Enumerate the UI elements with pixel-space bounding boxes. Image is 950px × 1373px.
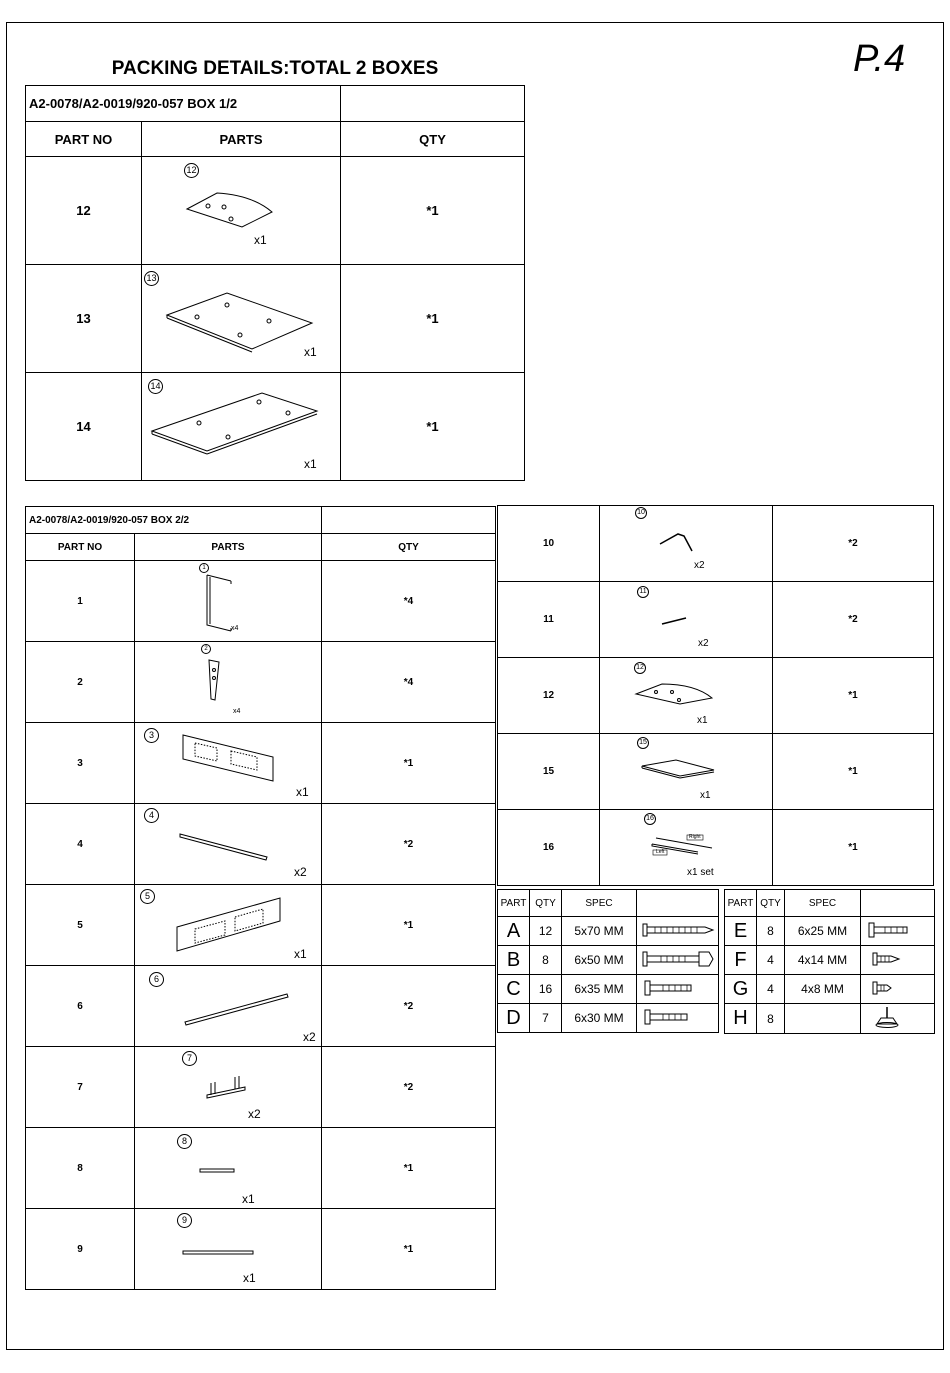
table-row (26, 885, 496, 966)
part-number-badge: 14 (148, 379, 163, 394)
right-label: Right (689, 834, 701, 840)
part-no: 7 (26, 1047, 135, 1128)
part-number-badge: 9 (177, 1213, 192, 1228)
table-row (26, 1209, 496, 1290)
part-image (135, 1128, 322, 1209)
qty: *1 (773, 658, 934, 734)
header-spec: SPEC (785, 890, 861, 917)
qty: *2 (322, 804, 496, 885)
part-count: x2 (694, 560, 705, 571)
part-number-badge: 4 (144, 808, 159, 823)
part-image (142, 373, 341, 481)
table-row (498, 975, 719, 1004)
table-row (725, 1004, 935, 1034)
hw-spec: 6x35 MM (562, 975, 637, 1004)
table-row (26, 373, 525, 481)
part-count: x1 (304, 345, 317, 359)
hw-spec: 6x25 MM (785, 917, 861, 946)
part-no: 6 (26, 966, 135, 1047)
hw-qty: 16 (530, 975, 562, 1004)
table-row (26, 157, 525, 265)
left-label: Left (656, 849, 665, 855)
hw-part: D (498, 1004, 530, 1033)
hw-qty: 7 (530, 1004, 562, 1033)
qty: *1 (773, 734, 934, 810)
qty: *1 (341, 265, 525, 373)
hw-spec: 4x8 MM (785, 975, 861, 1004)
part-count: x2 (303, 1030, 316, 1044)
part-count: x2 (698, 638, 709, 649)
perforated-panel-icon (135, 723, 322, 803)
packing-title: PACKING DETAILS:TOTAL 2 BOXES (26, 53, 525, 86)
part-image (135, 966, 322, 1047)
hw-part: A (498, 917, 530, 946)
table-row (498, 1004, 719, 1033)
part-image (600, 734, 773, 810)
part-no: 12 (26, 157, 142, 265)
part-no: 14 (26, 373, 142, 481)
corner-shelf-icon (142, 157, 341, 264)
bolt-nut-icon (637, 946, 719, 975)
bracket-plate-icon (135, 642, 322, 722)
hw-qty: 8 (757, 1004, 785, 1034)
qty: *1 (322, 885, 496, 966)
part-image (142, 265, 341, 373)
part-number-badge: 10 (635, 507, 647, 519)
part-image (135, 642, 322, 723)
part-number-badge: 16 (644, 813, 656, 825)
part-image (135, 885, 322, 966)
hw-part: C (498, 975, 530, 1004)
part-no: 10 (498, 506, 600, 582)
page-number: P.4 (853, 38, 906, 80)
part-image (135, 723, 322, 804)
box1-table (25, 53, 525, 481)
frame-leg-icon (135, 561, 322, 641)
hw-part: B (498, 946, 530, 975)
qty: *2 (773, 506, 934, 582)
part-count: x1 (304, 457, 317, 471)
hw-spec: 6x30 MM (562, 1004, 637, 1033)
bar-icon (135, 1209, 322, 1289)
header-spec: SPEC (562, 890, 637, 917)
bolt-icon (637, 1004, 719, 1033)
table-row (26, 561, 496, 642)
part-no: 8 (26, 1128, 135, 1209)
part-image (600, 582, 773, 658)
part-count: x4 (233, 708, 241, 715)
hw-qty: 8 (530, 946, 562, 975)
part-image (135, 561, 322, 642)
table-row (498, 734, 934, 810)
qty: *1 (322, 1209, 496, 1290)
qty: *1 (322, 1128, 496, 1209)
part-count: x1 (242, 1192, 255, 1206)
part-image (600, 810, 773, 886)
hw-spec: 4x14 MM (785, 946, 861, 975)
part-count: x1 (254, 233, 267, 247)
table-row (26, 1128, 496, 1209)
part-count: x1 (700, 790, 711, 801)
header-qty: QTY (322, 534, 496, 561)
box1-label: A2-0078/A2-0019/920-057 BOX 1/2 (26, 86, 341, 122)
pin-icon (600, 582, 773, 657)
qty: *1 (322, 723, 496, 804)
wood-screw-icon (861, 946, 935, 975)
table-row (498, 506, 934, 582)
table-row (26, 966, 496, 1047)
box2-table (25, 506, 496, 1290)
hw-qty: 4 (757, 975, 785, 1004)
table-row (498, 946, 719, 975)
hw-spec: 6x50 MM (562, 946, 637, 975)
part-no: 15 (498, 734, 600, 810)
part-count: x1 set (687, 867, 714, 878)
part-count: x1 (243, 1271, 256, 1285)
hw-qty: 4 (757, 946, 785, 975)
qty: *2 (322, 1047, 496, 1128)
hw-qty: 8 (757, 917, 785, 946)
table-row (498, 917, 719, 946)
header-part-no: PART NO (26, 122, 142, 157)
part-number-badge: 12 (184, 163, 199, 178)
header-part: PART (725, 890, 757, 917)
table-row (498, 810, 934, 886)
table-row (725, 975, 935, 1004)
table-row (26, 804, 496, 885)
small-screw-icon (861, 975, 935, 1004)
table-row (725, 946, 935, 975)
part-number-badge: 8 (177, 1134, 192, 1149)
part-no: 2 (26, 642, 135, 723)
long-screw-icon (637, 917, 719, 946)
bent-rod-icon (600, 506, 773, 581)
header-parts: PARTS (142, 122, 341, 157)
table-row (725, 917, 935, 946)
part-number-badge: 3 (144, 728, 159, 743)
part-no: 13 (26, 265, 142, 373)
part-image (135, 1047, 322, 1128)
part-no: 4 (26, 804, 135, 885)
corner-shelf-icon (600, 658, 773, 733)
part-no: 9 (26, 1209, 135, 1290)
qty: *1 (773, 810, 934, 886)
header-parts: PARTS (135, 534, 322, 561)
part-image (142, 157, 341, 265)
part-number-badge: 2 (201, 644, 211, 654)
glass-panel-icon (600, 734, 773, 809)
table-row (498, 658, 934, 734)
qty: *2 (773, 582, 934, 658)
table-row (498, 582, 934, 658)
hw-part: H (725, 1004, 757, 1034)
qty: *1 (341, 373, 525, 481)
part-count: x2 (294, 865, 307, 879)
header-qty: QTY (530, 890, 562, 917)
part-number-badge: 7 (182, 1051, 197, 1066)
part-number-badge: 1 (199, 563, 209, 573)
table-row (26, 265, 525, 373)
part-image (600, 506, 773, 582)
part-no: 11 (498, 582, 600, 658)
part-count: x4 (231, 625, 239, 632)
qty: *4 (322, 561, 496, 642)
bolt-icon (861, 917, 935, 946)
part-count: x2 (248, 1107, 261, 1121)
hw-qty: 12 (530, 917, 562, 946)
u-bracket-icon (135, 1047, 322, 1127)
table-row (26, 1047, 496, 1128)
leveling-foot-icon (861, 1004, 935, 1034)
hardware-table-right (724, 889, 935, 1034)
table-row (26, 642, 496, 723)
qty: *4 (322, 642, 496, 723)
hw-part: E (725, 917, 757, 946)
short-bar-icon (135, 1128, 322, 1208)
table-row (26, 723, 496, 804)
header-qty: QTY (757, 890, 785, 917)
hw-part: F (725, 946, 757, 975)
hw-spec: 5x70 MM (562, 917, 637, 946)
box2-right-table (497, 505, 934, 886)
bolt-icon (637, 975, 719, 1004)
qty: *2 (322, 966, 496, 1047)
part-no: 16 (498, 810, 600, 886)
part-number-badge: 13 (144, 271, 159, 286)
header-qty: QTY (341, 122, 525, 157)
part-no: 5 (26, 885, 135, 966)
part-number-badge: 5 (140, 889, 155, 904)
part-image (600, 658, 773, 734)
box2-label: A2-0078/A2-0019/920-057 BOX 2/2 (26, 507, 322, 534)
long-rail-icon (135, 966, 322, 1046)
hw-part: G (725, 975, 757, 1004)
part-no: 12 (498, 658, 600, 734)
header-part-no: PART NO (26, 534, 135, 561)
part-count: x1 (294, 947, 307, 961)
part-no: 3 (26, 723, 135, 804)
header-part: PART (498, 890, 530, 917)
part-number-badge: 12 (634, 662, 646, 674)
part-number-badge: 15 (637, 737, 649, 749)
hardware-table-left (497, 889, 719, 1033)
part-count: x1 (296, 785, 309, 799)
part-no: 1 (26, 561, 135, 642)
part-number-badge: 11 (637, 586, 649, 598)
part-number-badge: 6 (149, 972, 164, 987)
part-image (135, 804, 322, 885)
hw-spec (785, 1004, 861, 1034)
qty: *1 (341, 157, 525, 265)
part-count: x1 (697, 715, 708, 726)
part-image (135, 1209, 322, 1290)
